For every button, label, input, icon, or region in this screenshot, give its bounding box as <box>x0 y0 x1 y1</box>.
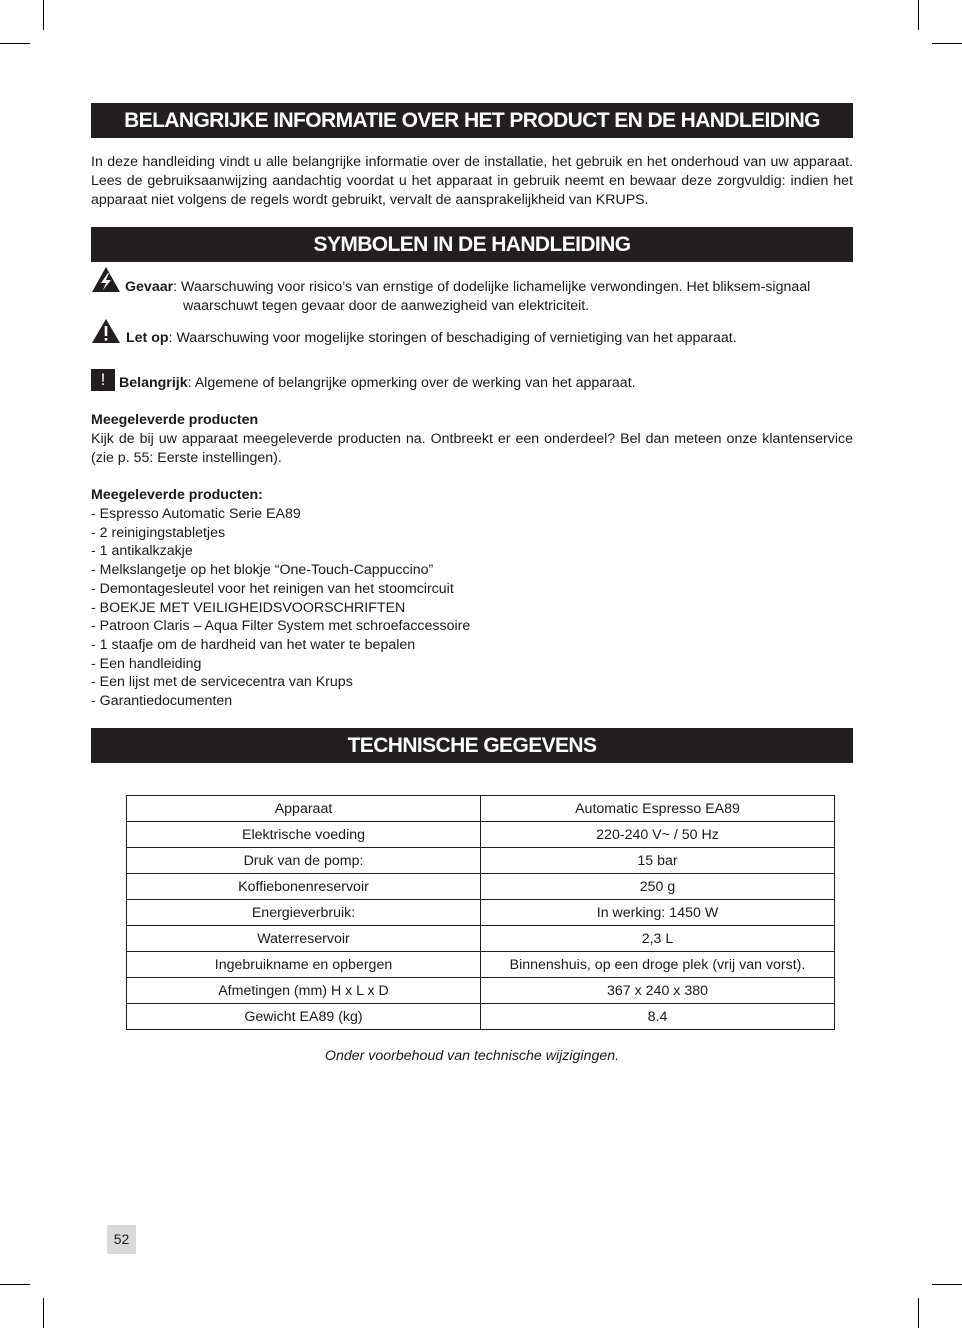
intro-paragraph: In deze handleiding vindt u alle belangrijke informatie over de installatie, het gebruik en het onderhoud van uw apparaat. Lees de gebruiksaanwijzing aandachtig voordat u het apparaat in gebruik neemt en bewaar deze zorgvuldig: indien het apparaat niet volgens de regels wordt gebruikt, vervalt de aansprakelijkheid van KRUPS. <box>91 154 853 208</box>
spec-label: Afmetingen (mm) H x L x D <box>127 978 481 1004</box>
spec-value: In werking: 1450 W <box>481 900 835 926</box>
important-label: Belangrijk <box>119 375 188 391</box>
list-item: - 1 antikalkzakje <box>91 543 193 560</box>
caution-label: Let op <box>126 330 169 346</box>
list-item: - Een lijst met de servicecentra van Krups <box>91 674 353 691</box>
important-description <box>119 374 636 394</box>
list-item: - Espresso Automatic Serie EA89 <box>91 506 301 522</box>
spec-value: 8.4 <box>481 1004 835 1030</box>
supplied-paragraph: Kijk de bij uw apparaat meegeleverde producten na. Ontbreekt er een onderdeel? Bel dan meteen onze klantenservice (zie p. 55: Eerste instellingen). <box>91 431 853 466</box>
section-title-product-info: BELANGRIJKE INFORMATIE OVER HET PRODUCT EN DE HANDLEIDING <box>91 103 853 138</box>
supplied-heading: Meegeleverde producten <box>91 412 259 428</box>
crop-mark <box>932 1284 962 1285</box>
spec-value: Binnenshuis, op een droge plek (vrij van vorst). <box>481 952 835 978</box>
list-item: - BOEKJE MET VEILIGHEIDSVOORSCHRIFTEN <box>91 599 406 616</box>
crop-mark <box>918 0 919 30</box>
technical-note: Onder voorbehoud van technische wijzigingen. <box>324 1048 620 1064</box>
spec-label: Gewicht EA89 (kg) <box>127 1004 481 1030</box>
spec-value: 220-240 V~ / 50 Hz <box>481 822 835 848</box>
crop-mark <box>932 43 962 44</box>
spec-value: 15 bar <box>481 848 835 874</box>
spec-value: 250 g <box>481 874 835 900</box>
table-row <box>127 796 835 822</box>
supplied-list-heading: Meegeleverde producten: <box>91 487 263 503</box>
list-item: - Patroon Claris – Aqua Filter System met schroefaccessoire <box>91 618 471 635</box>
spec-label: Koffiebonenreservoir <box>127 874 481 900</box>
danger-description <box>125 278 853 298</box>
danger-text-line2: waarschuwt tegen gevaar door de aanwezigheid van elektriciteit. <box>183 298 590 314</box>
list-item: - 2 reinigingstabletjes <box>91 524 226 541</box>
crop-mark <box>43 1298 44 1328</box>
list-item: - 1 staafje om de hardheid van het water te bepalen <box>91 636 416 653</box>
crop-mark <box>918 1298 919 1328</box>
table-row <box>127 822 835 848</box>
caution-text: : Waarschuwing voor mogelijke storingen of beschadiging of vernietiging van het apparaat. <box>168 330 737 346</box>
danger-text: : Waarschuwing voor risico’s van ernstige of dodelijke lichamelijke verwondingen. Het bliksem-signaal <box>173 279 811 295</box>
table-row <box>127 1004 835 1030</box>
section-title-symbols: SYMBOLEN IN DE HANDLEIDING <box>91 227 853 262</box>
danger-label: Gevaar <box>125 279 174 295</box>
list-item: - Garantiedocumenten <box>91 693 233 710</box>
spec-label: Ingebruikname en opbergen <box>127 952 481 978</box>
page-number: 52 <box>107 1225 136 1254</box>
table-row <box>127 926 835 952</box>
spec-value: Automatic Espresso EA89 <box>481 796 835 822</box>
warning-triangle-icon <box>91 318 121 344</box>
supplied-items-list <box>91 505 853 711</box>
table-row <box>127 848 835 874</box>
table-row <box>127 952 835 978</box>
spec-label: Energieverbruik: <box>127 900 481 926</box>
important-text: : Algemene of belangrijke opmerking over de werking van het apparaat. <box>187 375 636 391</box>
important-exclamation-icon: ! <box>91 369 115 391</box>
list-item: - Melkslangetje op het blokje “One-Touch-Cappuccino” <box>91 562 434 579</box>
section-title-technical-data: TECHNISCHE GEGEVENS <box>91 728 853 763</box>
list-item: - Een handleiding <box>91 655 202 672</box>
lightning-warning-icon <box>91 266 121 293</box>
spec-value: 2,3 L <box>481 926 835 952</box>
spec-label: Druk van de pomp: <box>127 848 481 874</box>
list-item: - Demontagesleutel voor het reinigen van het stoomcircuit <box>91 580 454 597</box>
table-row <box>127 874 835 900</box>
spec-label: Apparaat <box>127 796 481 822</box>
table-row <box>127 978 835 1004</box>
crop-mark <box>0 43 30 44</box>
table-row <box>127 900 835 926</box>
spec-value: 367 x 240 x 380 <box>481 978 835 1004</box>
caution-description <box>126 329 737 349</box>
spec-label: Waterreservoir <box>127 926 481 952</box>
technical-specs-table <box>126 795 835 1030</box>
spec-label: Elektrische voeding <box>127 822 481 848</box>
crop-mark <box>0 1284 30 1285</box>
crop-mark <box>43 0 44 30</box>
